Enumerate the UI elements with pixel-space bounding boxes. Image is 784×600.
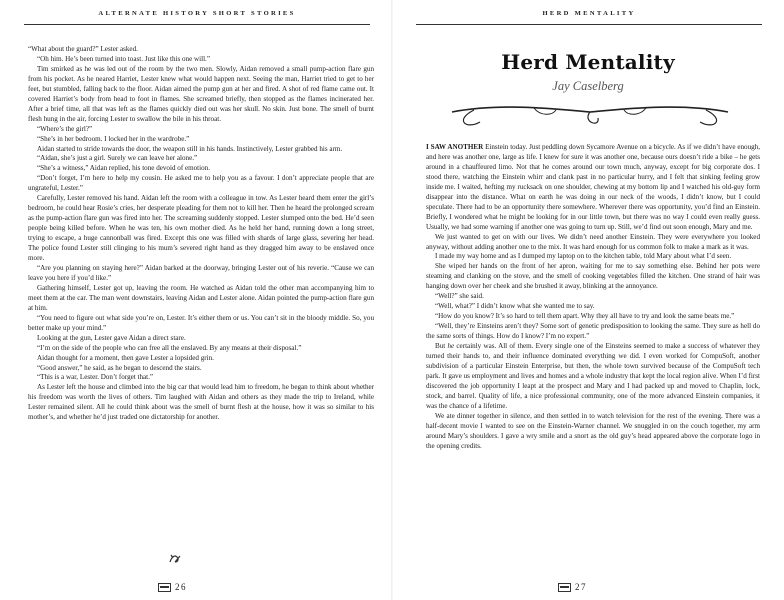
right-body-text xyxy=(426,143,760,452)
running-head-right: HERD MENTALITY xyxy=(542,10,636,17)
paragraph: “Aidan, she’s just a girl. Surely we can leave her alone.” xyxy=(37,154,198,163)
paragraph: “Don’t forget, I’m here to help my cousin. He asked me to help you as a favour. I don’t appreciate people that are ungrateful, Lester.” xyxy=(28,174,374,193)
emph-rest: certainly was. All of them. Every single one of the Einsteins seemed to make a success of whatever they turned their hands to, and their influence dominated everything we did. I even worked for CompuSoft, another subdivision of a particular Einstein Enterprise, but then, the whole town survived because of the CompuSoft tech park. It gave us employment and lives and homes and a whole industry that kept the local region alive. When I’d first discovered the job opportunity I leapt at the prospect and Mary and I had packed up and moved to Chaplin, lock, stock, and barrel. Quality of life, a nice professional community, one of the more advanced Einstein companies, it was the chance of a lifetime. xyxy=(426,342,760,410)
right-paragraph-group xyxy=(426,233,760,342)
opening-words: I SAW ANOTHER xyxy=(426,143,484,151)
emph-paragraph xyxy=(426,342,760,412)
emph-word: he xyxy=(447,342,455,351)
folio-ornament-icon xyxy=(558,583,571,592)
header-rule-left xyxy=(24,24,370,25)
paragraph: Tim smirked as he was led out of the room by the two men. Slowly, Aidan removed a small pump-action flare gun from his pocket. As he neared Harriet, Lester knew what would happen next. Seeing the man, Harriet tried to get to her feet, but stumbled, falling back to the floor. Aidan aimed the pump gun at her and fired. A shot of red flame came out. It covered Harriet’s body from head to foot in flames. She screamed briefly, then stopped as the flames incinerated her. After a brief time, all that was left as the flames quickly died out was her skull. No skin. Just bone. The smell of burnt flesh hung in the air, forcing Lester to swallow the bile in his throat. xyxy=(28,64,374,123)
paragraph: Looking at the gun, Lester gave Aidan a direct stare. xyxy=(37,333,186,342)
paragraph: “You need to figure out what side you’re on, Lester. It’s either them or us. You can’t sit in the bloody middle. So, you better make up your mind.” xyxy=(28,313,374,332)
paragraph: “Well, what?” I didn’t know what she wanted me to say. xyxy=(435,302,595,311)
paragraph: “Are you planning on staying here?” Aidan barked at the doorway, bringing Lester out of his reverie. “Cause we can leave you here if you’d like.” xyxy=(28,263,374,282)
paragraph: “She’s a witness,” Aidan replied, his tone devoid of emotion. xyxy=(37,164,210,173)
paragraph: “Where’s the girl?” xyxy=(37,124,93,133)
emph-lead: But xyxy=(435,342,448,351)
paragraph: “Good answer,” he said, as he began to descend the stairs. xyxy=(37,363,202,372)
paragraph: I made my way home and as I dumped my laptop on to the kitchen table, told Mary about what I’d seen. xyxy=(435,252,732,261)
paragraph: Gathering himself, Lester got up, leaving the room. He watched as Aidan told the other man accompanying him to meet them at the car. The man went downstairs, leaving Aidan and Lester alone. Aidan pointed the pump-action flare gun at him. xyxy=(28,283,374,312)
paragraph: We just wanted to get on with our lives. We didn’t need another Einstein. They were everywhere you looked anyway, without adding another one to the mix. It was hard enough for us common folk to make a mark as it was. xyxy=(426,232,760,251)
paragraph: “She’s in her bedroom. I locked her in the wardrobe.” xyxy=(37,134,190,143)
paragraph: “I’m on the side of the people who can free all the enslaved. By any means at their disposal.” xyxy=(37,343,302,352)
paragraph: She wiped her hands on the front of her apron, waiting for me to say something else. Behind her pots were steaming and clanking on the stove, and the smell of cooking vegetables filled the kitchen. One strand of hair was hanging down over her cheek and she brushed it away, blinking at the annoyance. xyxy=(426,262,760,291)
paragraph: Aidan started to stride towards the door, the weapon still in his hands. Instinctively, Lester grabbed his arm. xyxy=(37,144,343,153)
page-number-left xyxy=(158,582,187,592)
story-author: Jay Caselberg xyxy=(552,79,624,93)
paragraph: “Oh him. He’s been turned into toast. Just like this one will.” xyxy=(37,54,210,63)
header-rule-right xyxy=(416,24,762,25)
flourish-ornament-icon xyxy=(414,98,766,134)
paragraph: Carefully, Lester removed his hand. Aidan left the room with a colleague in tow. As Lester heard them enter the girl’s bedroom, he could hear Rosie’s cries, her desperate pleading for them not to kill her. Then he heard the prolonged scream as the pump-action flare gun was fired into her. The screaming suddenly stopped. Lester slumped onto the bed. He’d seen people being killed before. When he was ten, his own mother died. As he held her hand, running down a long street, trying to escape, a huge cannonball was fired. Except this one was filled with shards of large glass, severing her head. The police found Lester still clinging to his mum’s severed right hand as they dragged him away to be enslaved once more. xyxy=(28,194,374,263)
right-page xyxy=(392,0,784,600)
left-body-text xyxy=(28,45,374,423)
paragraph: “This is a war, Lester. Don’t forget that.” xyxy=(37,373,154,382)
page-number-right xyxy=(558,582,587,592)
folio-ornament-icon xyxy=(158,583,171,592)
paragraph: Aidan thought for a moment, then gave Lester a lopsided grin. xyxy=(37,353,214,362)
paragraph: “What about the guard?” Lester asked. xyxy=(28,45,138,53)
paragraph: “How do you know? It’s so hard to tell them apart. Why they all have to try and look the same beats me.” xyxy=(435,312,735,321)
story-title: Herd Mentality xyxy=(501,50,675,74)
opening-rest: Einstein today. Just peddling down Sycamore Avenue on a bicycle. As if we didn’t have enough, and here was another one, large as life. I knew for sure it was another one, because ours doesn’t ride a bike – he gets around in a chauffeured limo. Not that he comes around our town much, anyway, except for big corporate dos. I stood there, watching the Einstein whirr and clank past in no particular hurry, and I felt that sinking feeling grow inside me. I waited, hefting my rucksack on one shoulder, chewing at my bottom lip and I watched his old-guy form disappear into the distance. What on earth he was doing in our neck of the woods, I didn’t know, but I could speculate. There had to be an opportunity there somewhere. Wherever there was opportunity, you’d find an Einstein. Briefly, I wondered what he might be looking for in our little town, but there was no way I could even really guess. Usually, we had some warning if another one was going to turn up. Still, we’d find out soon enough, Mary and me. xyxy=(426,143,760,231)
folio-number: 27 xyxy=(575,582,587,592)
paragraph: “Well, they’re Einsteins aren’t they? Some sort of genetic predisposition to looking the same. They sure as hell do the same sorts of things. How do I know? I’m no expert.” xyxy=(426,322,760,341)
paragraph: As Lester left the house and climbed into the big car that would lead him to freedom, he began to think about whether his freedom was worth the lives of others. Tim laughed with Aidan and others as they made the trip to Ireland, while Lester remained silent. All he could think about was the smell of burnt flesh at the house, how it was so similar to his mother’s, and whether he’d just traded one dictatorship for another. xyxy=(28,383,374,422)
last-paragraph: We ate dinner together in silence, and then settled in to watch television for the rest of the evening. There was a half-decent movie I wanted to see on the Einstein-Warner channel. We snuggled in on the couch together, my arm around Mary’s shoulders. I gave a wry smile and a snort as the old guy’s head appeared above the corporate logo in the opening credits. xyxy=(426,411,760,450)
running-head-left: ALTERNATE HISTORY SHORT STORIES xyxy=(98,10,296,17)
paragraph: “Well?” she said. xyxy=(435,292,484,301)
scene-break-ornament-icon xyxy=(168,553,182,565)
opening-paragraph xyxy=(426,143,760,233)
folio-number: 26 xyxy=(175,582,187,592)
